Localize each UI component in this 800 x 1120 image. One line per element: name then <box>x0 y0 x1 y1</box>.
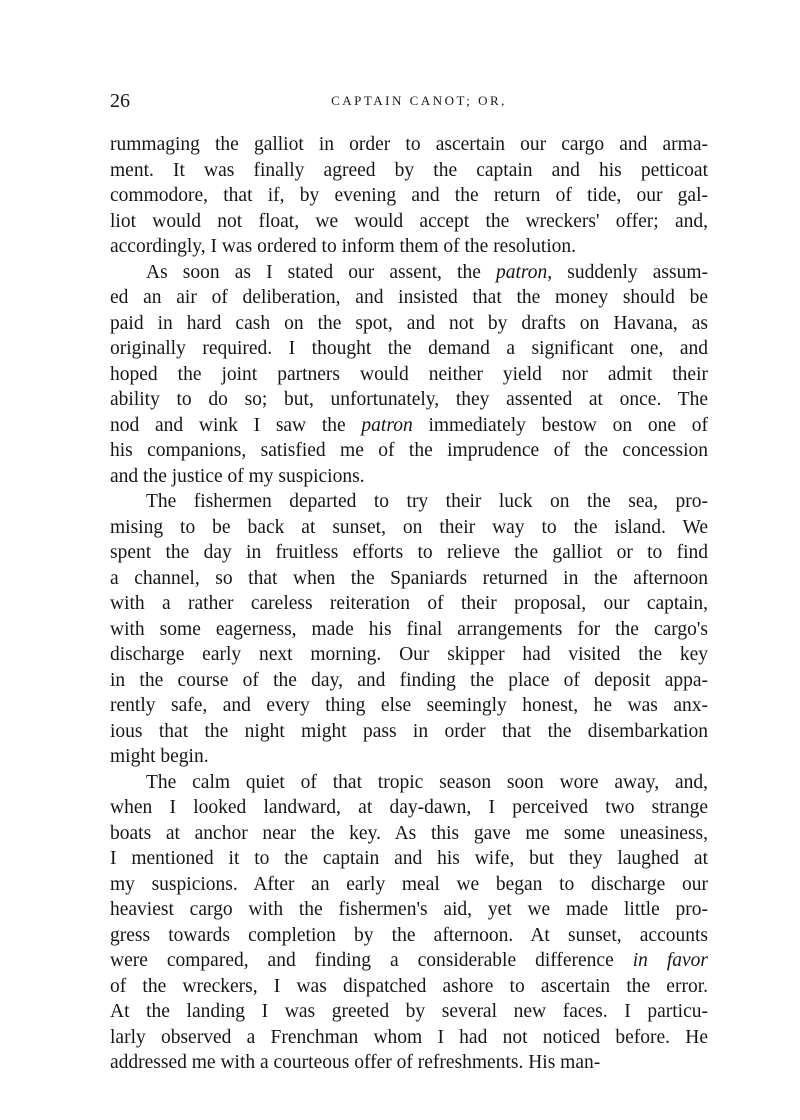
text-line: of the wreckers, I was dispatched ashore to ascertain the error. <box>110 975 708 997</box>
text-line: in the course of the day, and finding the place of deposit appa- <box>110 669 708 691</box>
text-line: boats at anchor near the key. As this gave me some uneasiness, <box>110 822 708 844</box>
text-line: gress towards completion by the afternoon. At sunset, accounts <box>110 924 708 946</box>
text-line: rently safe, and every thing else seemingly honest, he was anx- <box>110 695 708 716</box>
text-line: originally required. I thought the demand a significant one, and <box>110 338 708 359</box>
text-line: addressed me with a courteous offer of refreshments. His man- <box>110 1052 601 1073</box>
paragraph <box>110 260 708 490</box>
paragraph <box>110 132 708 260</box>
text-line: heaviest cargo with the fishermen's aid, yet we made little pro- <box>110 899 708 920</box>
text-line: ed an air of deliberation, and insisted that the money should be <box>110 287 708 308</box>
text-line: with some eagerness, made his final arrangements for the cargo's <box>110 618 708 640</box>
text-line: and the justice of my suspicions. <box>110 465 365 487</box>
text-line: larly observed a Frenchman whom I had not noticed before. He <box>110 1026 708 1048</box>
page-number: 26 <box>110 90 130 112</box>
text-line: liot would not float, we would accept the wreckers' offer; and, <box>110 210 708 232</box>
running-head <box>110 88 708 114</box>
text-line: spent the day in fruitless efforts to relieve the galliot or to find <box>110 542 708 563</box>
text-line: ious that the night might pass in order that the disembarkation <box>110 720 708 742</box>
text-line: I mentioned it to the captain and his wife, but they laughed at <box>110 848 708 869</box>
paragraph <box>110 489 708 770</box>
paragraph <box>110 770 708 1076</box>
text-line: As soon as I stated our assent, the patron, suddenly assum- <box>146 261 708 283</box>
text-line: discharge early next morning. Our skipper had visited the key <box>110 644 708 665</box>
text-line: paid in hard cash on the spot, and not by drafts on Havana, as <box>110 312 708 334</box>
text-line: accordingly, I was ordered to inform them of the resolution. <box>110 236 577 257</box>
body-text <box>110 132 708 1076</box>
running-title: CAPTAIN CANOT; OR, <box>331 93 507 108</box>
text-line: were compared, and finding a considerable difference in favor <box>110 950 708 971</box>
text-line: my suspicions. After an early meal we began to discharge our <box>110 873 708 895</box>
text-line: nod and wink I saw the patron immediately bestow on one of <box>110 414 708 436</box>
text-line: with a rather careless reiteration of their proposal, our captain, <box>110 593 708 614</box>
text-line: ment. It was finally agreed by the captain and his petticoat <box>110 159 708 181</box>
text-line: might begin. <box>110 746 209 767</box>
text-line: his companions, satisfied me of the imprudence of the concession <box>110 440 708 461</box>
text-line: The fishermen departed to try their luck on the sea, pro- <box>146 491 708 512</box>
text-line: a channel, so that when the Spaniards returned in the afternoon <box>110 567 708 589</box>
text-line: rummaging the galliot in order to ascertain our cargo and arma- <box>110 134 708 155</box>
text-line: mising to be back at sunset, on their way to the island. We <box>110 516 708 538</box>
text-line: ability to do so; but, unfortunately, they assented at once. The <box>110 389 708 410</box>
text-line: hoped the joint partners would neither yield nor admit their <box>110 363 708 385</box>
text-line: The calm quiet of that tropic season soon wore away, and, <box>146 771 708 793</box>
text-line: At the landing I was greeted by several new faces. I particu- <box>110 1001 708 1022</box>
text-line: when I looked landward, at day-dawn, I perceived two strange <box>110 797 708 818</box>
text-line: commodore, that if, by evening and the return of tide, our gal- <box>110 185 708 206</box>
